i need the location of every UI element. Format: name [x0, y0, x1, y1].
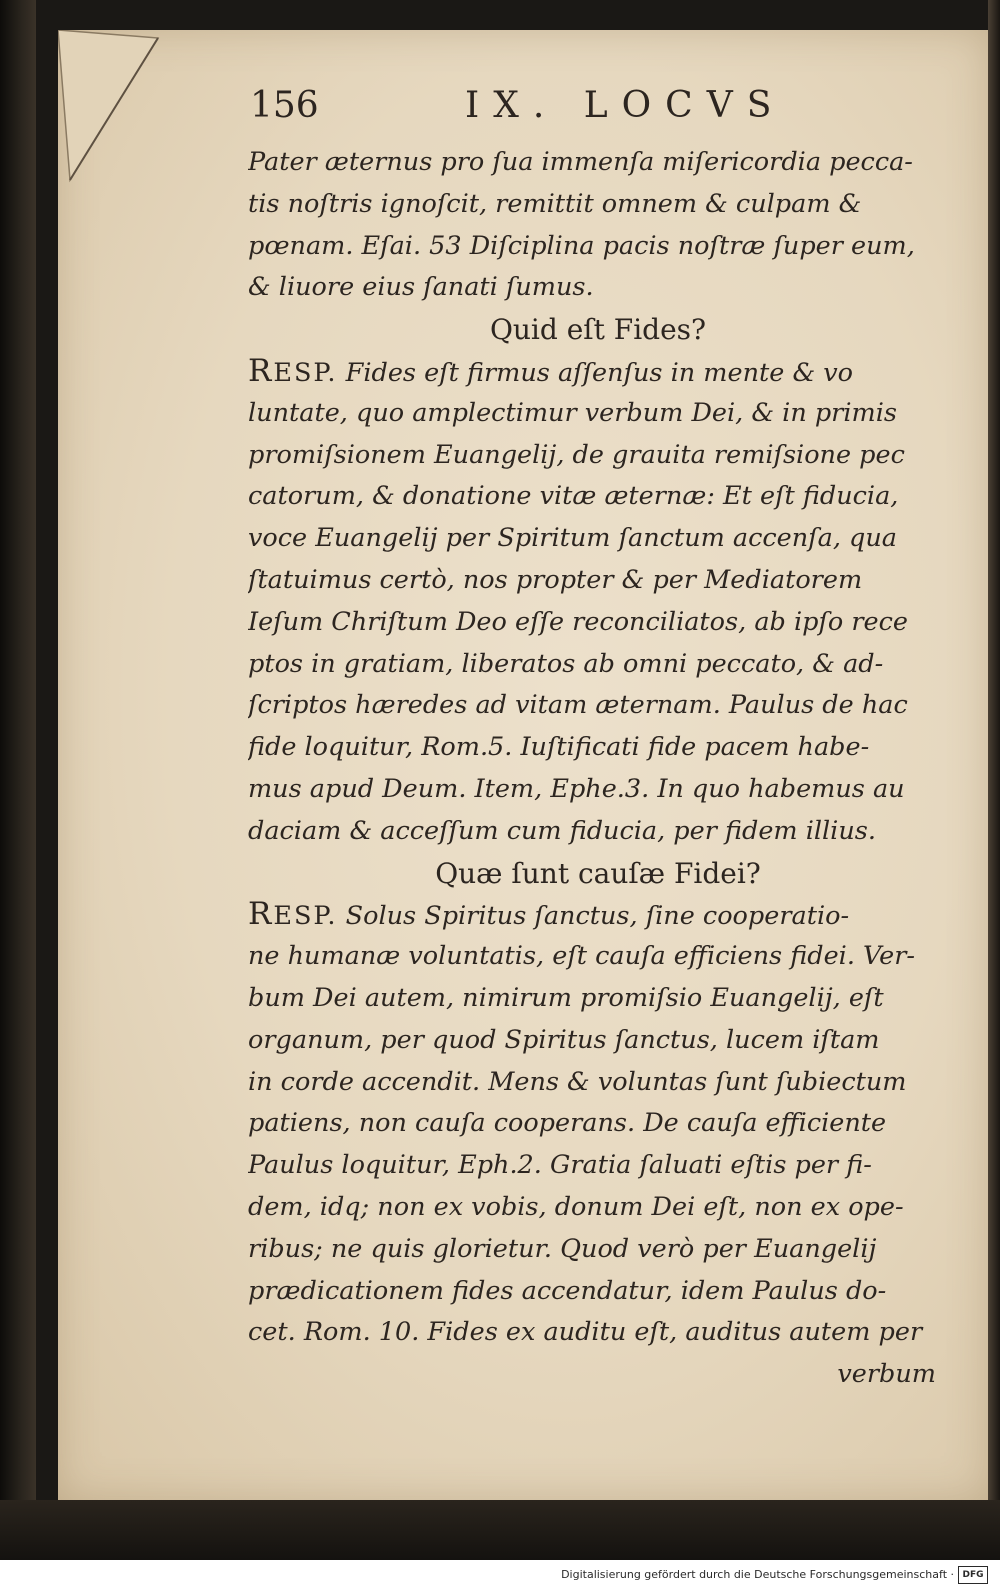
text-line: luntate, quo amplectimur verbum Dei, & in primis — [248, 397, 897, 428]
text-line: ſcriptos hæredes ad vitam æternam. Paulus de hac — [248, 690, 908, 721]
question-heading-causae: Quæ ſunt cauſæ Fidei? — [435, 856, 761, 890]
resp-label: RESP. — [248, 352, 338, 389]
text-line: ſtatuimus certò, nos propter & per Mediatorem — [248, 564, 863, 595]
text-line: RESP. Fides eſt firmus aſſenſus in mente & vo — [248, 352, 854, 389]
text-line: in corde accendit. Mens & voluntas ſunt ſubiectum — [248, 1066, 907, 1097]
digitization-footer — [0, 1560, 1000, 1590]
text-line: Paulus loquitur, Eph.2. Gratia ſaluati eſtis per fi- — [248, 1150, 872, 1181]
text-line: RESP. Solus Spiritus ſanctus, ſine cooperatio- — [248, 896, 850, 933]
text-line: & liuore eius ſanati ſumus. — [248, 272, 594, 303]
question-heading-fides: Quid eſt Fides? — [489, 313, 707, 347]
text-line: ne humanæ voluntatis, eſt cauſa efficiens fidei. Ver- — [248, 941, 916, 972]
body-text — [248, 142, 948, 1396]
text-line: Ieſum Chriſtum Deo eſſe reconciliatos, ab ipſo rece — [248, 606, 908, 637]
dfg-logo: DFG — [958, 1566, 988, 1584]
text-line: ptos in gratiam, liberatos ab omni peccato, & ad- — [248, 648, 884, 679]
text-line: organum, per quod Spiritus ſanctus, lucem iſtam — [248, 1024, 880, 1055]
text-line: catorum, & donatione vitæ æternæ: Et eſt fiducia, — [248, 481, 899, 512]
text-line: Pater æternus pro ſua immenſa miſericordia pecca- — [248, 147, 913, 177]
funding-note: Digitalisierung gefördert durch die Deutsche Forschungsgemeinschaft · — [561, 1568, 954, 1581]
bottom-page-edge — [0, 1500, 1000, 1560]
resp-label: RESP. — [248, 896, 338, 933]
text-line: cet. Rom. 10. Fides ex auditu eſt, auditus autem per — [248, 1317, 923, 1348]
text-line: ribus; ne quis glorietur. Quod verò per Euangelij — [248, 1233, 877, 1264]
book-spine-shadow — [0, 0, 36, 1560]
text-line: pœnam. Eſai. 53 Diſciplina pacis noſtræ ſuper eum, — [248, 230, 915, 261]
text-line: dem, idq; non ex vobis, donum Dei eſt, non ex ope- — [248, 1191, 904, 1222]
text-line: fide loquitur, Rom.5. Iuſtificati fide pacem habe- — [248, 732, 870, 763]
text-line: bum Dei autem, nimirum promiſsio Euangelij, eſt — [248, 982, 884, 1013]
running-head — [250, 85, 790, 135]
page-number: 156 — [250, 85, 319, 126]
text-line: tis noſtris ignoſcit, remittit omnem & culpam & — [248, 188, 862, 219]
chapter-title: IX. LOCVS — [465, 85, 786, 126]
text-line: patiens, non cauſa cooperans. De cauſa efficiente — [248, 1108, 887, 1139]
text-line: voce Euangelij per Spiritum ſanctum accenſa, qua — [248, 523, 897, 554]
right-page-edge — [988, 0, 1000, 1560]
catchword: verbum — [837, 1359, 936, 1390]
text-line: mus apud Deum. Item, Ephe.3. In quo habemus au — [248, 773, 905, 804]
text-line: prædicationem fides accendatur, idem Paulus do- — [248, 1275, 887, 1306]
text-line: daciam & acceſſum cum fiducia, per fidem illius. — [248, 815, 876, 846]
text-line: promiſsionem Euangelij, de grauita remiſsione pec — [248, 439, 905, 470]
